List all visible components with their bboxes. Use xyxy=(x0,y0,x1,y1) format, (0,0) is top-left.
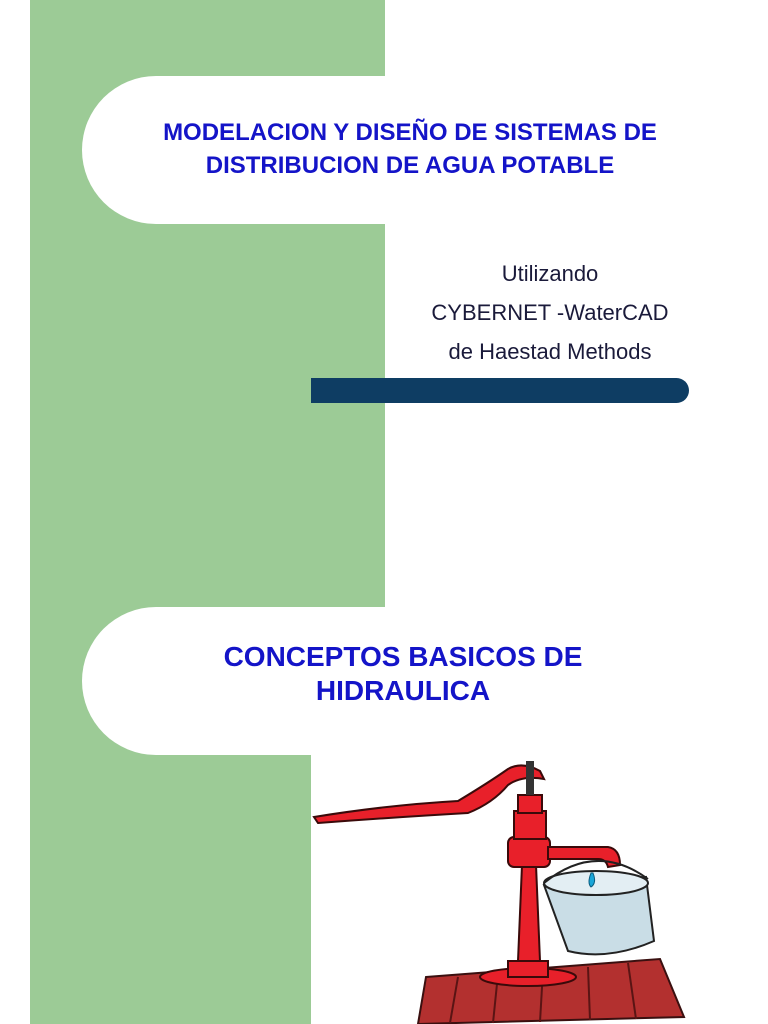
subtitle xyxy=(390,254,710,371)
subtitle-line-2: CYBERNET -WaterCAD xyxy=(431,300,669,325)
section-title-line-1: CONCEPTOS BASICOS DE xyxy=(223,641,583,672)
main-title xyxy=(90,116,730,182)
main-title-line-2: DISTRIBUCION DE AGUA POTABLE xyxy=(205,152,615,179)
main-title-line-1: MODELACION Y DISEÑO DE SISTEMAS DE xyxy=(163,119,657,146)
section-banner xyxy=(82,607,768,755)
section-title xyxy=(83,640,723,708)
section-title-line-2: HIDRAULICA xyxy=(315,675,491,706)
water-pump-icon xyxy=(308,755,698,1024)
subtitle-line-1: Utilizando xyxy=(501,261,599,286)
subtitle-line-3: de Haestad Methods xyxy=(448,339,652,364)
divider-bar xyxy=(311,378,689,403)
title-banner xyxy=(82,76,768,224)
